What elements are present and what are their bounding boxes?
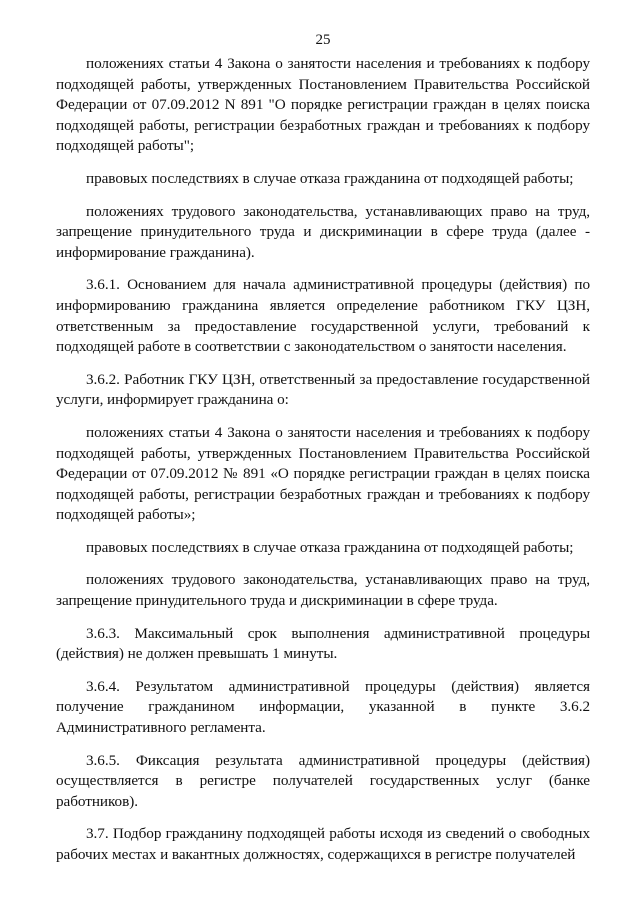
paragraph-law-article-4-repeat: положениях статьи 4 Закона о занятости населения и требованиях к подбору подходящей работы, утвержденных Постановлением Правительства Российской Федерации от 07.09.2012 № 891 «О порядке регистрации граждан в целях поиска подходящей работы, регистрации безработных граждан и требованиях к подбору подходящей работы»; [56, 423, 590, 524]
document-page [56, 0, 590, 905]
paragraph-3-6-3: 3.6.3. Максимальный срок выполнения административной процедуры (действия) не должен превышать 1 минуты. [56, 624, 590, 663]
paragraph-legal-consequences-repeat: правовых последствиях в случае отказа гражданина от подходящей работы; [86, 538, 574, 556]
page-number: 25 [315, 32, 331, 48]
paragraph-3-6-2: 3.6.2. Работник ГКУ ЦЗН, ответственный за предоставление государственной услуги, информирует гражданина о: [56, 370, 590, 409]
document-body [56, 54, 590, 878]
paragraph-labor-legislation: положениях трудового законодательства, устанавливающих право на труд, запрещение принудительного труда и дискриминации в сфере труда (далее - информирование гражданина). [56, 202, 590, 261]
paragraph-law-article-4: положениях статьи 4 Закона о занятости населения и требованиях к подбору подходящей работы, утвержденных Постановлением Правительства Российской Федерации от 07.09.2012 N 891 "О порядке регистрации граждан в целях поиска подходящей работы, регистрации безработных граждан и требованиях к подбору подходящей работы"; [56, 55, 590, 155]
paragraph-labor-legislation-repeat: положениях трудового законодательства, устанавливающих право на труд, запрещение принудительного труда и дискриминации в сфере труда. [56, 571, 590, 610]
paragraph-3-7: 3.7. Подбор гражданину подходящей работы исходя из сведений о свободных рабочих местах и вакантных должностях, содержащихся в регистре получателей [56, 825, 590, 863]
paragraph-3-6-1: 3.6.1. Основанием для начала административной процедуры (действия) по информированию гражданина является определение работником ГКУ ЦЗН, ответственным за предоставление государственной услуги, требований к подходящей работе в соответствии с законодательством о занятости населения. [56, 276, 590, 356]
paragraph-legal-consequences: правовых последствиях в случае отказа гражданина от подходящей работы; [86, 169, 574, 187]
paragraph-3-6-5: 3.6.5. Фиксация результата административной процедуры (действия) осуществляется в регистре получателей государственных услуг (банке работников). [56, 751, 590, 810]
paragraph-3-6-4: 3.6.4. Результатом административной процедуры (действия) является получение гражданином информации, указанной в пункте 3.6.2 Административного регламента. [56, 677, 590, 737]
